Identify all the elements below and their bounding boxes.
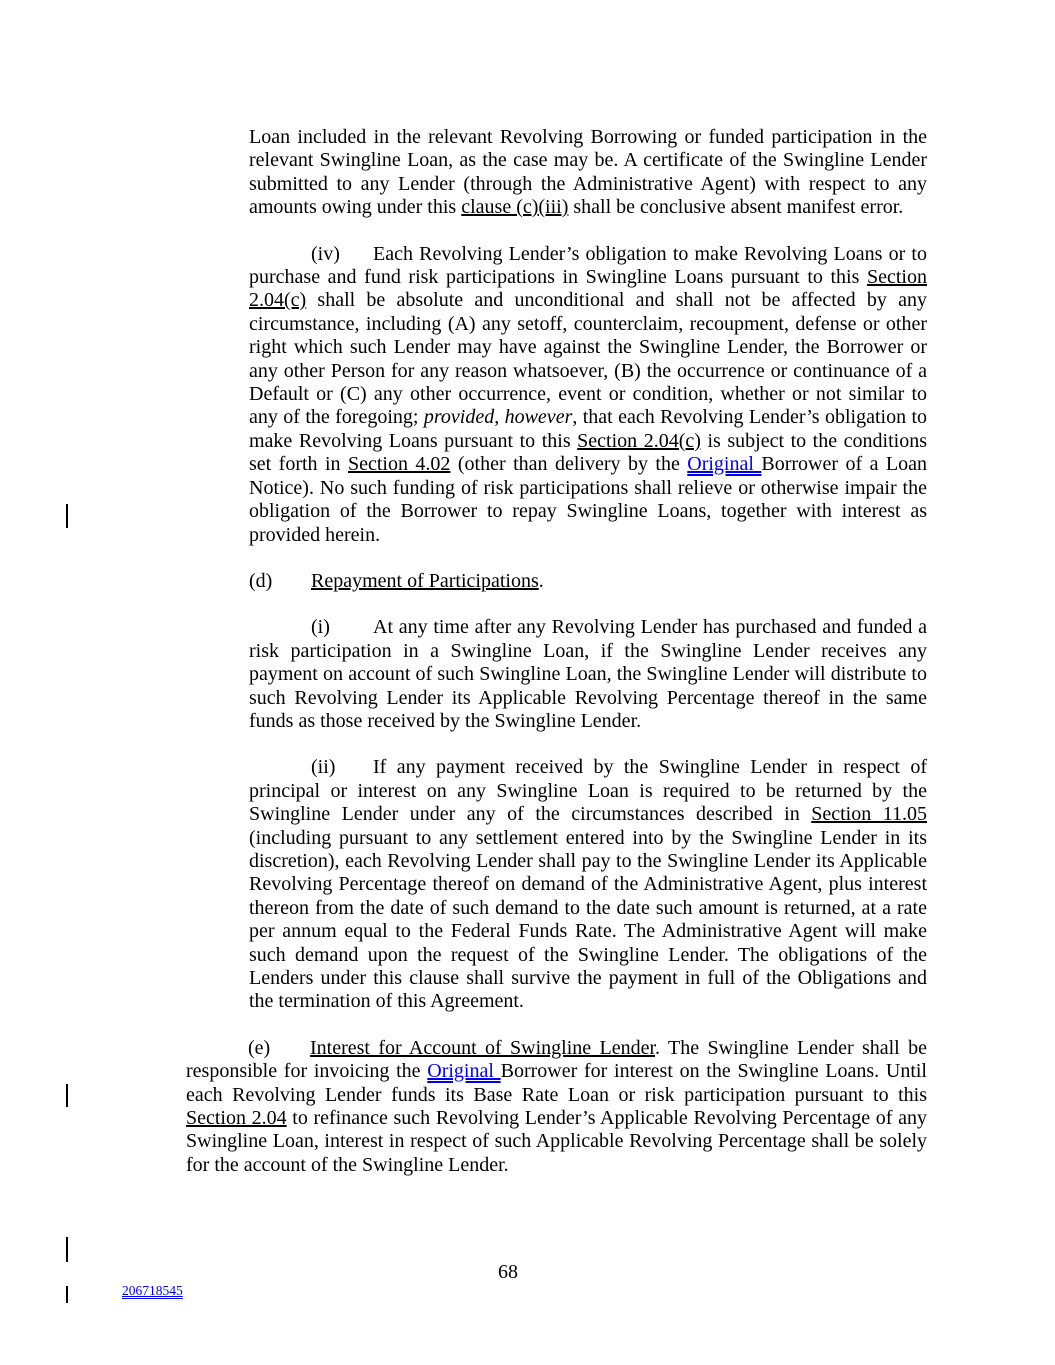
revision-change-bar <box>66 1286 68 1303</box>
text-run: (including pursuant to any settlement entered into by the Swingline Lender in its discretion), each Revolving Lender shall pay to the Swingline Lender its Applicable Revolving Percentage thereof on demand of the Administrative Agent, plus interest thereon from the date of such demand to the date such amount is returned, at a rate per annum equal to the Federal Funds Rate. The Administrative Agent will make such demand upon the request of the Swingline Lender. The obligations of the Lenders under this clause shall survive the payment in full of the Obligations and the termination of this Agreement. <box>249 826 927 1013</box>
paragraph-c-iii-continuation <box>249 126 927 220</box>
inserted-text: Original <box>427 1060 501 1083</box>
text-run: Borrower for interest on the Swingline Loans. Until each Revolving Lender funds its Base Rate Loan or risk participation pursuant to this <box>186 1060 927 1106</box>
text-run: (e) <box>248 1036 271 1059</box>
text-run: Section 2.04(c) <box>249 266 927 312</box>
text-run: Interest for Account of Swingline Lender <box>310 1036 656 1059</box>
inserted-text: Original <box>687 453 762 476</box>
footer-doc-id: 206718545 <box>122 1283 183 1298</box>
revision-change-bar <box>66 1084 68 1107</box>
text-run: Repayment of Participations <box>311 569 539 592</box>
text-run: (d) <box>249 569 273 592</box>
text-run: shall be conclusive absent manifest error. <box>568 196 904 219</box>
paragraph-d-i <box>249 616 927 733</box>
text-run: Section 2.04(c) <box>577 429 701 452</box>
text-run: At any time after any Revolving Lender has purchased and funded a risk participation in a Swingline Loan, if the Swingline Lender receives any payment on account of such Swingline Loan, the Swingline Lender will distribute to such Revolving Lender its Applicable Revolving Percentage thereof in the same funds as those received by the Swingline Lender. <box>249 616 927 732</box>
revision-change-bar <box>66 1237 68 1262</box>
text-run: clause (c)(iii) <box>461 196 569 219</box>
document-body <box>186 126 927 1200</box>
paragraph-d-ii <box>249 756 927 1013</box>
text-run: (iv) <box>311 242 340 265</box>
heading-d-repayment-of-participations <box>249 570 927 593</box>
text-run: Section 11.05 <box>811 803 927 826</box>
text-run: Loan included in the relevant Revolving Borrowing or funded participation in the relevant Swingline Loan, as the case may be. A certificate of the Swingline Lender submitted to any Lender (through the Administrative Agent) with respect to any amounts owing under this <box>249 126 927 219</box>
page-number: 68 <box>498 1261 518 1283</box>
text-run: (ii) <box>311 756 336 779</box>
text-run: Section 4.02 <box>348 453 451 476</box>
text-run: however <box>504 406 573 429</box>
text-run: shall be absolute and unconditional and shall not be affected by any circumstance, including (A) any setoff, counterclaim, recoupment, defense or other right which such Lender may have against the Swingline Lender, the Borrower or any other Person for any reason whatsoever, (B) the occurrence or continuance of a Default or (C) any other occurrence, event or condition, whether or not similar to any of the foregoing; <box>249 289 927 429</box>
text-run: Each Revolving Lender’s obligation to make Revolving Loans or to purchase and fund risk participations in Swingline Loans pursuant to this <box>249 242 927 289</box>
text-run: . <box>538 569 544 592</box>
text-run: to refinance such Revolving Lender’s Applicable Revolving Percentage of any Swingline Loan, interest in respect of such Applicable Revolving Percentage shall be solely for the account of the Swingline Lender. <box>186 1107 927 1176</box>
revision-change-bar <box>66 504 68 528</box>
text-run: Section 2.04 <box>186 1107 287 1130</box>
text-run: If any payment received by the Swingline Lender in respect of principal or interest on any Swingline Loan is required to be returned by the Swingline Lender under any of the circumstances described in <box>249 756 927 826</box>
text-run: , that each Revolving Lender’s obligation to make Revolving Loans pursuant to this <box>249 406 928 452</box>
text-run: provided <box>423 406 495 429</box>
paragraph-e-interest-for-account <box>186 1037 927 1177</box>
text-run: , <box>494 406 505 429</box>
text-run: (i) <box>311 616 330 639</box>
text-run: is subject to the conditions set forth in <box>249 429 927 476</box>
text-run: . The Swingline Lender shall be responsible for invoicing the <box>186 1036 927 1083</box>
text-run: Borrower of a Loan Notice). No such funding of risk participations shall relieve or otherwise impair the obligation of the Borrower to repay Swingline Loans, together with interest as provided herein. <box>249 453 927 546</box>
paragraph-c-iv <box>249 243 927 547</box>
text-run: (other than delivery by the <box>450 453 688 476</box>
